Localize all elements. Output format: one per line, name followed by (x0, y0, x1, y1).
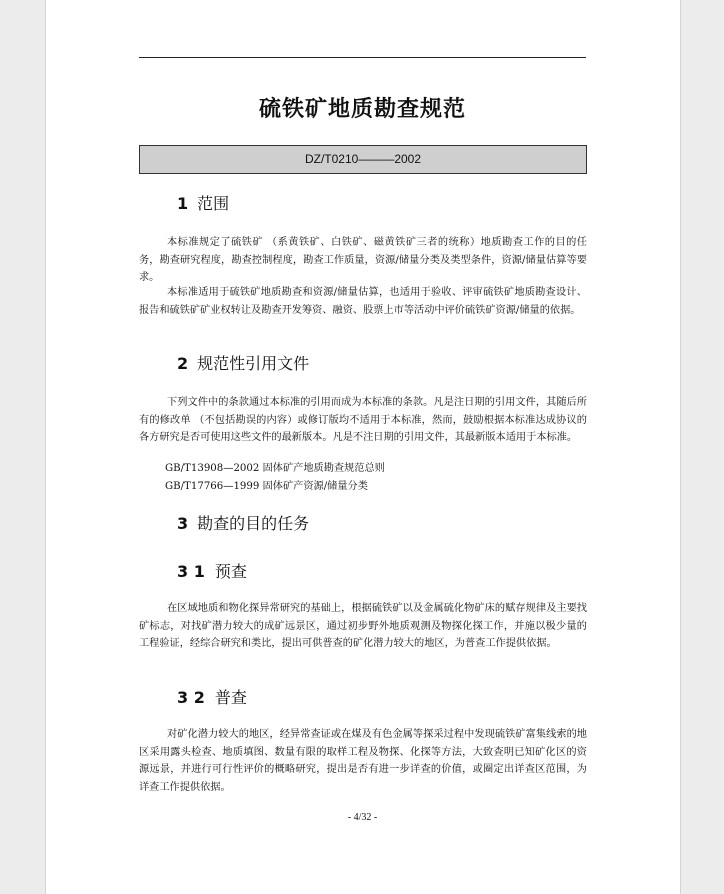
document-title: 硫铁矿地质勘查规范 (258, 97, 466, 122)
standard-code: DZ/T0210———2002 (304, 152, 422, 166)
section-2-number: 2 (177, 354, 189, 373)
section-3-number: 3 (177, 514, 189, 533)
section-3-heading (177, 513, 309, 535)
reference-item-1: GB/T13908—2002 固体矿产地质勘查规范总则 (165, 463, 385, 474)
section-3-1-number: 3 1 (177, 562, 205, 581)
section-1-title: 范围 (197, 194, 230, 213)
section-2-title: 规范性引用文件 (197, 354, 310, 373)
document-page (45, 0, 681, 894)
standard-code-box (139, 145, 587, 174)
section-3-2-paragraph: 对矿化潜力较大的地区，经异常查证或在煤及有色金属等探采过程中发现硫铁矿富集线索的地区采用露头检查、地质填图、数量有限的取样工程及物探、化探等方法，大致查明已知矿化区的资源远景，并进行可行性评价的概略研究，提出是否有进一步详查的价值，或圈定出详查区范围，为详查工作提供依据。 (139, 729, 587, 793)
section-3-1-title: 预查 (214, 562, 247, 581)
section-3-2-number: 3 2 (177, 688, 205, 707)
section-1-number: 1 (177, 194, 189, 213)
section-2-heading (177, 353, 309, 375)
section-3-title: 勘查的目的任务 (197, 514, 310, 533)
page-number: - 4/32 - (347, 812, 378, 823)
section-2-paragraph: 下列文件中的条款通过本标准的引用而成为本标准的条款。凡是注日期的引用文件，其随后所有的修改单 （不包括勘误的内容）或修订版均不适用于本标准，然而，鼓励根据本标准达成协议的各方研究是否可使用这些文件的最新版本。凡是不注日期的引用文件，其最新版本适用于本标准。 (139, 397, 587, 443)
section-1-paragraph-2: 本标准适用于硫铁矿地质勘查和资源/储量估算，也适用于验收、评审硫铁矿地质勘查设计、报告和硫铁矿矿业权转让及勘查开发筹资、融资、股票上市等活动中评价硫铁矿资源/储量的依据。 (139, 287, 587, 316)
reference-item-2: GB/T17766—1999 固体矿产资源/储量分类 (165, 481, 368, 492)
section-3-2-heading (177, 687, 247, 709)
header-rule (139, 57, 586, 58)
section-3-1-paragraph: 在区域地质和物化探异常研究的基础上，根据硫铁矿以及金属硫化物矿床的赋存规律及主要找矿标志，对找矿潜力较大的成矿远景区，通过初步野外地质观测及物探化探工作，并施以极少量的工程验证，经综合研究和类比，提出可供普查的矿化潜力较大的地区，为普查工作提供依据。 (139, 603, 587, 649)
section-1-paragraph-1: 本标准规定了硫铁矿 （系黄铁矿、白铁矿、磁黄铁矿三者的统称）地质勘查工作的目的任务，勘查研究程度，勘查控制程度，勘查工作质量，资源/储量分类及类型条件，资源/储量估算等要求。 (139, 237, 587, 283)
section-1-heading (177, 193, 229, 215)
section-3-2-title: 普查 (214, 688, 247, 707)
section-3-1-heading (177, 561, 247, 583)
